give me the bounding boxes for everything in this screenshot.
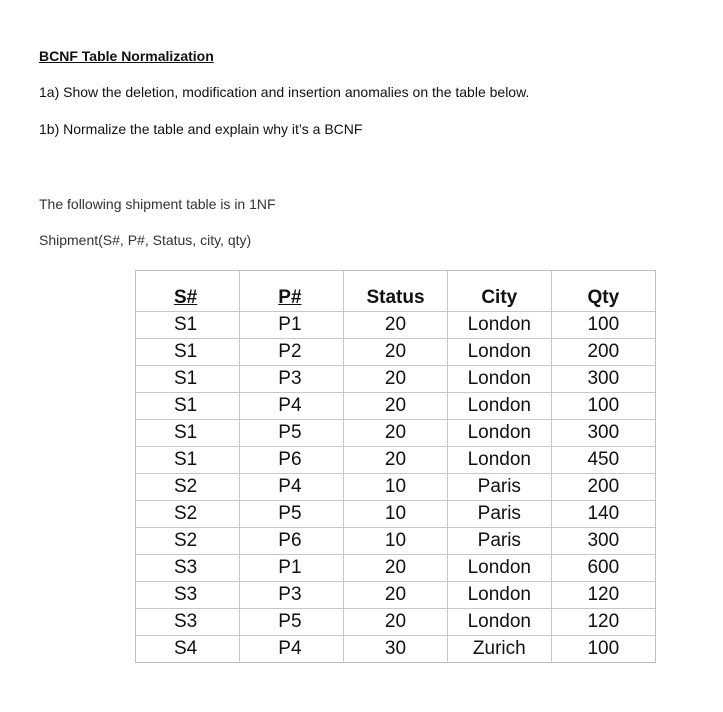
cell-status: 20 bbox=[344, 447, 448, 474]
cell-supplier: S1 bbox=[136, 339, 240, 366]
cell-status: 20 bbox=[344, 420, 448, 447]
question-1b: 1b) Normalize the table and explain why it’s a BCNF bbox=[39, 121, 363, 137]
page-title: BCNF Table Normalization bbox=[39, 48, 214, 64]
cell-qty: 300 bbox=[551, 366, 655, 393]
cell-qty: 100 bbox=[551, 636, 655, 663]
cell-supplier: S1 bbox=[136, 420, 240, 447]
cell-status: 30 bbox=[344, 636, 448, 663]
cell-status: 10 bbox=[344, 501, 448, 528]
table-row bbox=[136, 420, 655, 447]
question-1a: 1a) Show the deletion, modification and insertion anomalies on the table below. bbox=[39, 84, 530, 100]
cell-supplier: S1 bbox=[136, 447, 240, 474]
cell-status: 20 bbox=[344, 312, 448, 339]
cell-supplier: S2 bbox=[136, 474, 240, 501]
cell-supplier: S2 bbox=[136, 528, 240, 555]
cell-status: 10 bbox=[344, 474, 448, 501]
cell-status: 20 bbox=[344, 609, 448, 636]
table-row bbox=[136, 339, 655, 366]
cell-qty: 100 bbox=[551, 312, 655, 339]
table-row bbox=[136, 609, 655, 636]
cell-qty: 450 bbox=[551, 447, 655, 474]
schema-text: Shipment(S#, P#, Status, city, qty) bbox=[39, 232, 252, 248]
cell-qty: 300 bbox=[551, 420, 655, 447]
cell-qty: 200 bbox=[551, 339, 655, 366]
cell-status: 10 bbox=[344, 528, 448, 555]
cell-part: P1 bbox=[240, 312, 344, 339]
cell-supplier: S3 bbox=[136, 582, 240, 609]
table-row bbox=[136, 555, 655, 582]
table-row bbox=[136, 501, 655, 528]
cell-part: P2 bbox=[240, 339, 344, 366]
table-row bbox=[136, 474, 655, 501]
cell-city: London bbox=[447, 420, 551, 447]
column-header-part bbox=[240, 271, 344, 312]
cell-qty: 600 bbox=[551, 555, 655, 582]
cell-status: 20 bbox=[344, 366, 448, 393]
table-row bbox=[136, 366, 655, 393]
cell-part: P6 bbox=[240, 447, 344, 474]
cell-supplier: S1 bbox=[136, 393, 240, 420]
cell-city: London bbox=[447, 609, 551, 636]
cell-city: London bbox=[447, 447, 551, 474]
cell-part: P4 bbox=[240, 393, 344, 420]
cell-part: P5 bbox=[240, 609, 344, 636]
cell-status: 20 bbox=[344, 339, 448, 366]
cell-status: 20 bbox=[344, 555, 448, 582]
cell-city: London bbox=[447, 582, 551, 609]
cell-qty: 120 bbox=[551, 582, 655, 609]
cell-supplier: S4 bbox=[136, 636, 240, 663]
cell-qty: 100 bbox=[551, 393, 655, 420]
shipment-table-container bbox=[135, 270, 656, 663]
cell-supplier: S1 bbox=[136, 312, 240, 339]
cell-qty: 300 bbox=[551, 528, 655, 555]
column-header-supplier bbox=[136, 271, 240, 312]
cell-qty: 140 bbox=[551, 501, 655, 528]
cell-part: P3 bbox=[240, 582, 344, 609]
cell-supplier: S3 bbox=[136, 609, 240, 636]
cell-part: P3 bbox=[240, 366, 344, 393]
table-row bbox=[136, 447, 655, 474]
shipment-table bbox=[136, 271, 655, 662]
cell-city: London bbox=[447, 555, 551, 582]
table-row bbox=[136, 528, 655, 555]
cell-supplier: S2 bbox=[136, 501, 240, 528]
table-row bbox=[136, 393, 655, 420]
cell-city: Paris bbox=[447, 501, 551, 528]
table-row bbox=[136, 636, 655, 663]
cell-part: P5 bbox=[240, 420, 344, 447]
table-row bbox=[136, 582, 655, 609]
cell-part: P6 bbox=[240, 528, 344, 555]
header-label-supplier: S# bbox=[174, 287, 198, 308]
cell-city: Paris bbox=[447, 474, 551, 501]
cell-part: P4 bbox=[240, 474, 344, 501]
cell-city: London bbox=[447, 339, 551, 366]
cell-supplier: S1 bbox=[136, 366, 240, 393]
cell-part: P1 bbox=[240, 555, 344, 582]
cell-city: Paris bbox=[447, 528, 551, 555]
column-header-city: City bbox=[447, 271, 551, 312]
cell-city: London bbox=[447, 366, 551, 393]
cell-status: 20 bbox=[344, 393, 448, 420]
cell-part: P5 bbox=[240, 501, 344, 528]
cell-qty: 200 bbox=[551, 474, 655, 501]
intro-text: The following shipment table is in 1NF bbox=[39, 196, 276, 212]
cell-city: Zurich bbox=[447, 636, 551, 663]
table-row bbox=[136, 312, 655, 339]
column-header-qty: Qty bbox=[551, 271, 655, 312]
table-header-row bbox=[136, 271, 655, 312]
cell-supplier: S3 bbox=[136, 555, 240, 582]
table-body bbox=[136, 312, 655, 663]
cell-status: 20 bbox=[344, 582, 448, 609]
header-label-part: P# bbox=[278, 287, 302, 308]
column-header-status: Status bbox=[344, 271, 448, 312]
cell-city: London bbox=[447, 312, 551, 339]
cell-part: P4 bbox=[240, 636, 344, 663]
cell-qty: 120 bbox=[551, 609, 655, 636]
cell-city: London bbox=[447, 393, 551, 420]
